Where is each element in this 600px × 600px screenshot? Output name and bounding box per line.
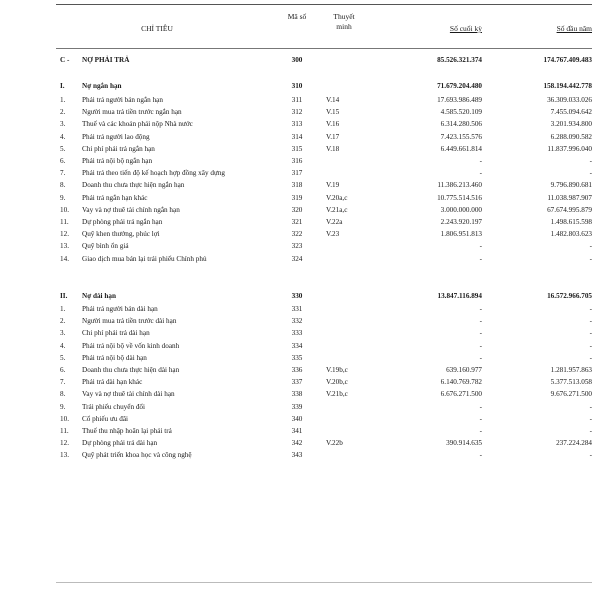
row-begin-value: 237.224.284 bbox=[556, 439, 592, 448]
row-code: 322 bbox=[291, 230, 303, 239]
row-name: Phải trả nội bộ dài hạn bbox=[82, 353, 147, 362]
row-note: V.21b,c bbox=[326, 390, 348, 399]
row-code: 337 bbox=[291, 378, 303, 387]
row-index: 11. bbox=[60, 427, 69, 435]
row-index: C - bbox=[60, 56, 70, 64]
table-row bbox=[0, 315, 600, 327]
row-code: 342 bbox=[291, 439, 303, 448]
row-name: Chi phí phải trả ngắn hạn bbox=[82, 144, 155, 153]
row-code: 319 bbox=[291, 193, 303, 202]
row-end-value: - bbox=[479, 427, 482, 435]
row-begin-value: - bbox=[589, 414, 592, 423]
row-end-value: - bbox=[479, 451, 482, 460]
table-row bbox=[0, 364, 600, 376]
row-note: V.18 bbox=[326, 144, 340, 153]
row-index: 2. bbox=[60, 317, 66, 326]
row-note: V.20b,c bbox=[326, 378, 348, 387]
row-name: Cổ phiếu ưu đãi bbox=[82, 414, 129, 423]
row-index: I. bbox=[60, 82, 65, 90]
table-row bbox=[0, 425, 600, 437]
table-row bbox=[0, 437, 600, 449]
header-col-code: Mã số bbox=[287, 12, 307, 21]
row-begin-value: 6.288.090.582 bbox=[550, 132, 592, 141]
row-code: 336 bbox=[291, 366, 303, 374]
row-index: 7. bbox=[60, 378, 66, 387]
table-row bbox=[0, 228, 600, 240]
row-name: Chi phí phải trả dài hạn bbox=[82, 329, 150, 338]
row-begin-value: - bbox=[589, 427, 592, 435]
row-code: 318 bbox=[291, 181, 303, 190]
row-index: 5. bbox=[60, 353, 66, 362]
row-begin-value: - bbox=[589, 317, 592, 326]
row-end-value: - bbox=[479, 254, 482, 263]
row-end-value: 11.386.213.460 bbox=[437, 181, 482, 190]
row-name: Phải trả dài hạn khác bbox=[82, 378, 143, 387]
row-name: Quỹ phát triển khoa học và công nghệ bbox=[82, 451, 192, 460]
row-code: 341 bbox=[291, 427, 303, 435]
header-col-name: CHỈ TIÊU bbox=[141, 24, 173, 33]
row-index: 12. bbox=[60, 230, 69, 239]
row-name: Vay và nợ thuê tài chính dài hạn bbox=[82, 390, 175, 399]
row-begin-value: 174.767.409.483 bbox=[543, 56, 592, 64]
row-name: Quỹ bình ổn giá bbox=[82, 242, 129, 251]
table-row bbox=[0, 167, 600, 179]
row-name: Phải trả nội bộ ngắn hạn bbox=[82, 157, 153, 165]
row-begin-value: - bbox=[589, 353, 592, 362]
row-name: Thuế và các khoản phải nộp Nhà nước bbox=[82, 120, 193, 129]
row-note: V.15 bbox=[326, 108, 340, 117]
row-code: 315 bbox=[291, 144, 303, 153]
row-begin-value: - bbox=[589, 341, 592, 350]
row-begin-value: 3.201.934.800 bbox=[550, 120, 592, 129]
row-end-value: - bbox=[479, 169, 482, 178]
row-end-value: 390.914.635 bbox=[446, 439, 482, 448]
row-index: 6. bbox=[60, 366, 66, 374]
row-code: 316 bbox=[291, 157, 303, 165]
row-end-value: - bbox=[479, 242, 482, 251]
row-index: II. bbox=[60, 292, 68, 300]
row-begin-value: - bbox=[589, 402, 592, 411]
row-end-value: 13.847.116.894 bbox=[437, 292, 482, 300]
row-begin-value: - bbox=[589, 242, 592, 251]
row-begin-value: 1.498.615.598 bbox=[550, 218, 592, 226]
row-code: 339 bbox=[291, 402, 303, 411]
row-index: 13. bbox=[60, 451, 69, 460]
row-code: 332 bbox=[291, 317, 303, 326]
row-begin-value: 1.281.957.863 bbox=[550, 366, 592, 374]
row-end-value: 639.160.977 bbox=[446, 366, 482, 374]
row-code: 340 bbox=[291, 414, 303, 423]
header-rule bbox=[56, 48, 592, 49]
row-index: 13. bbox=[60, 242, 69, 251]
section-c-row bbox=[0, 54, 600, 66]
table-row bbox=[0, 106, 600, 118]
table-row bbox=[0, 303, 600, 315]
table-row bbox=[0, 204, 600, 216]
row-code: 323 bbox=[291, 242, 303, 251]
row-index: 3. bbox=[60, 120, 66, 129]
row-end-value: 17.693.986.489 bbox=[437, 96, 482, 104]
row-note: V.19 bbox=[326, 181, 340, 190]
row-note: V.14 bbox=[326, 96, 340, 104]
row-note: V.17 bbox=[326, 132, 340, 141]
table-row bbox=[0, 401, 600, 413]
row-name: NỢ PHẢI TRẢ bbox=[82, 56, 130, 64]
table-row bbox=[0, 118, 600, 130]
row-end-value: 6.449.661.814 bbox=[440, 144, 482, 153]
row-begin-value: 1.482.803.623 bbox=[550, 230, 592, 239]
row-begin-value: 36.309.033.026 bbox=[547, 96, 592, 104]
row-index: 5. bbox=[60, 144, 66, 153]
row-end-value: 85.526.321.374 bbox=[437, 56, 482, 64]
row-begin-value: 7.455.094.642 bbox=[550, 108, 592, 117]
row-name: Thuế thu nhập hoãn lại phải trả bbox=[82, 427, 172, 435]
row-end-value: - bbox=[479, 414, 482, 423]
row-code: 317 bbox=[291, 169, 303, 178]
row-index: 4. bbox=[60, 341, 66, 350]
row-begin-value: 158.194.442.778 bbox=[543, 82, 592, 90]
table-row bbox=[0, 240, 600, 252]
row-name: Giao dịch mua bán lại trái phiếu Chính phủ bbox=[82, 254, 207, 263]
row-end-value: 4.585.520.109 bbox=[440, 108, 482, 117]
row-code: 324 bbox=[291, 254, 303, 263]
row-note: V.23 bbox=[326, 230, 340, 239]
row-index: 9. bbox=[60, 402, 66, 411]
row-end-value: 6.676.271.500 bbox=[440, 390, 482, 399]
row-end-value: - bbox=[479, 157, 482, 165]
header-col-note: Thuyết minh bbox=[333, 12, 355, 31]
row-code: 312 bbox=[291, 108, 303, 117]
row-name: Dự phòng phải trả dài hạn bbox=[82, 439, 158, 448]
table-row bbox=[0, 155, 600, 167]
row-name: Phải trả theo tiến độ kế hoạch hợp đồng xây dựng bbox=[82, 169, 226, 178]
row-note: V.19b,c bbox=[326, 366, 348, 374]
row-name: Doanh thu chưa thực hiện ngắn hạn bbox=[82, 181, 185, 190]
row-begin-value: 11.837.996.040 bbox=[547, 144, 592, 153]
row-begin-value: - bbox=[589, 254, 592, 263]
row-begin-value: 5.377.513.058 bbox=[550, 378, 592, 387]
row-code: 338 bbox=[291, 390, 303, 399]
row-end-value: - bbox=[479, 305, 482, 313]
row-begin-value: - bbox=[589, 157, 592, 165]
row-end-value: - bbox=[479, 317, 482, 326]
table-row bbox=[0, 413, 600, 425]
row-name: Nợ ngắn hạn bbox=[82, 82, 122, 90]
row-end-value: 2.243.920.197 bbox=[440, 218, 482, 226]
row-code: 330 bbox=[291, 292, 303, 300]
row-begin-value: - bbox=[589, 329, 592, 338]
row-note: V.16 bbox=[326, 120, 340, 129]
row-note: V.22a bbox=[326, 218, 343, 226]
row-index: 14. bbox=[60, 254, 69, 263]
row-begin-value: 67.674.995.879 bbox=[547, 205, 592, 214]
row-note: V.20a,c bbox=[326, 193, 348, 202]
row-end-value: 1.806.951.813 bbox=[440, 230, 482, 239]
row-end-value: 10.775.514.516 bbox=[437, 193, 482, 202]
row-name: Phải trả nội bộ về vốn kinh doanh bbox=[82, 341, 180, 350]
row-index: 2. bbox=[60, 108, 66, 117]
table-header bbox=[56, 8, 592, 48]
row-name: Phải trả người lao động bbox=[82, 132, 150, 141]
row-end-value: 7.423.155.576 bbox=[440, 132, 482, 141]
header-col-end: Số cuối kỳ bbox=[449, 24, 482, 33]
row-code: 314 bbox=[291, 132, 303, 141]
table-row bbox=[0, 352, 600, 364]
row-name: Người mua trả tiền trước dài hạn bbox=[82, 317, 177, 326]
table-row bbox=[0, 143, 600, 155]
row-code: 320 bbox=[291, 205, 303, 214]
section-long-term-row bbox=[0, 290, 600, 302]
row-name: Phải trả ngắn hạn khác bbox=[82, 193, 148, 202]
bottom-rule bbox=[56, 582, 592, 583]
table-row bbox=[0, 253, 600, 265]
header-col-begin: Số đầu năm bbox=[556, 24, 592, 33]
row-end-value: - bbox=[479, 402, 482, 411]
table-row bbox=[0, 216, 600, 228]
row-index: 1. bbox=[60, 96, 66, 104]
section-short-term-row bbox=[0, 80, 600, 92]
row-begin-value: - bbox=[589, 169, 592, 178]
row-name: Dự phòng phải trả ngắn hạn bbox=[82, 218, 163, 226]
table-row bbox=[0, 192, 600, 204]
row-begin-value: - bbox=[589, 451, 592, 460]
row-name: Trái phiếu chuyển đổi bbox=[82, 402, 146, 411]
row-index: 1. bbox=[60, 305, 66, 313]
row-begin-value: 11.038.987.907 bbox=[547, 193, 592, 202]
table-row bbox=[0, 388, 600, 400]
row-begin-value: - bbox=[589, 305, 592, 313]
row-begin-value: 16.572.966.705 bbox=[547, 292, 592, 300]
row-end-value: - bbox=[479, 329, 482, 338]
row-end-value: 6.314.280.506 bbox=[440, 120, 482, 129]
row-code: 333 bbox=[291, 329, 303, 338]
table-row bbox=[0, 94, 600, 106]
row-index: 3. bbox=[60, 329, 66, 338]
row-name: Phải trả người bán ngắn hạn bbox=[82, 96, 163, 104]
row-index: 11. bbox=[60, 218, 69, 226]
row-index: 8. bbox=[60, 181, 66, 190]
row-index: 10. bbox=[60, 414, 69, 423]
row-name: Phải trả người bán dài hạn bbox=[82, 305, 158, 313]
row-name: Quỹ khen thưởng, phúc lợi bbox=[82, 230, 160, 239]
row-index: 12. bbox=[60, 439, 69, 448]
row-index: 6. bbox=[60, 157, 66, 165]
row-end-value: 3.000.000.000 bbox=[440, 205, 482, 214]
table-row bbox=[0, 449, 600, 461]
row-index: 8. bbox=[60, 390, 66, 399]
row-index: 9. bbox=[60, 193, 66, 202]
row-index: 7. bbox=[60, 169, 66, 178]
row-code: 310 bbox=[291, 82, 303, 90]
row-code: 335 bbox=[291, 353, 303, 362]
table-row bbox=[0, 327, 600, 339]
row-end-value: 71.679.204.480 bbox=[437, 82, 482, 90]
table-row bbox=[0, 179, 600, 191]
row-code: 343 bbox=[291, 451, 303, 460]
row-end-value: - bbox=[479, 341, 482, 350]
row-begin-value: 9.796.890.681 bbox=[550, 181, 592, 190]
row-code: 300 bbox=[291, 56, 303, 64]
row-name: Vay và nợ thuê tài chính ngắn hạn bbox=[82, 205, 180, 214]
row-note: V.21a,c bbox=[326, 205, 348, 214]
row-name: Nợ dài hạn bbox=[82, 292, 116, 300]
top-rule bbox=[56, 4, 592, 5]
row-end-value: 6.140.769.782 bbox=[440, 378, 482, 387]
row-name: Người mua trả tiền trước ngắn hạn bbox=[82, 108, 182, 117]
edge-stamp-mark bbox=[590, 170, 600, 310]
row-index: 4. bbox=[60, 132, 66, 141]
row-note: V.22b bbox=[326, 439, 343, 448]
table-row bbox=[0, 131, 600, 143]
row-begin-value: 9.676.271.500 bbox=[550, 390, 592, 399]
table-row bbox=[0, 340, 600, 352]
row-end-value: - bbox=[479, 353, 482, 362]
row-index: 10. bbox=[60, 205, 69, 214]
row-code: 311 bbox=[291, 96, 303, 104]
table-row bbox=[0, 376, 600, 388]
row-name: Doanh thu chưa thực hiện dài hạn bbox=[82, 366, 180, 374]
row-code: 331 bbox=[291, 305, 303, 313]
row-code: 313 bbox=[291, 120, 303, 129]
row-code: 334 bbox=[291, 341, 303, 350]
row-code: 321 bbox=[291, 218, 303, 226]
